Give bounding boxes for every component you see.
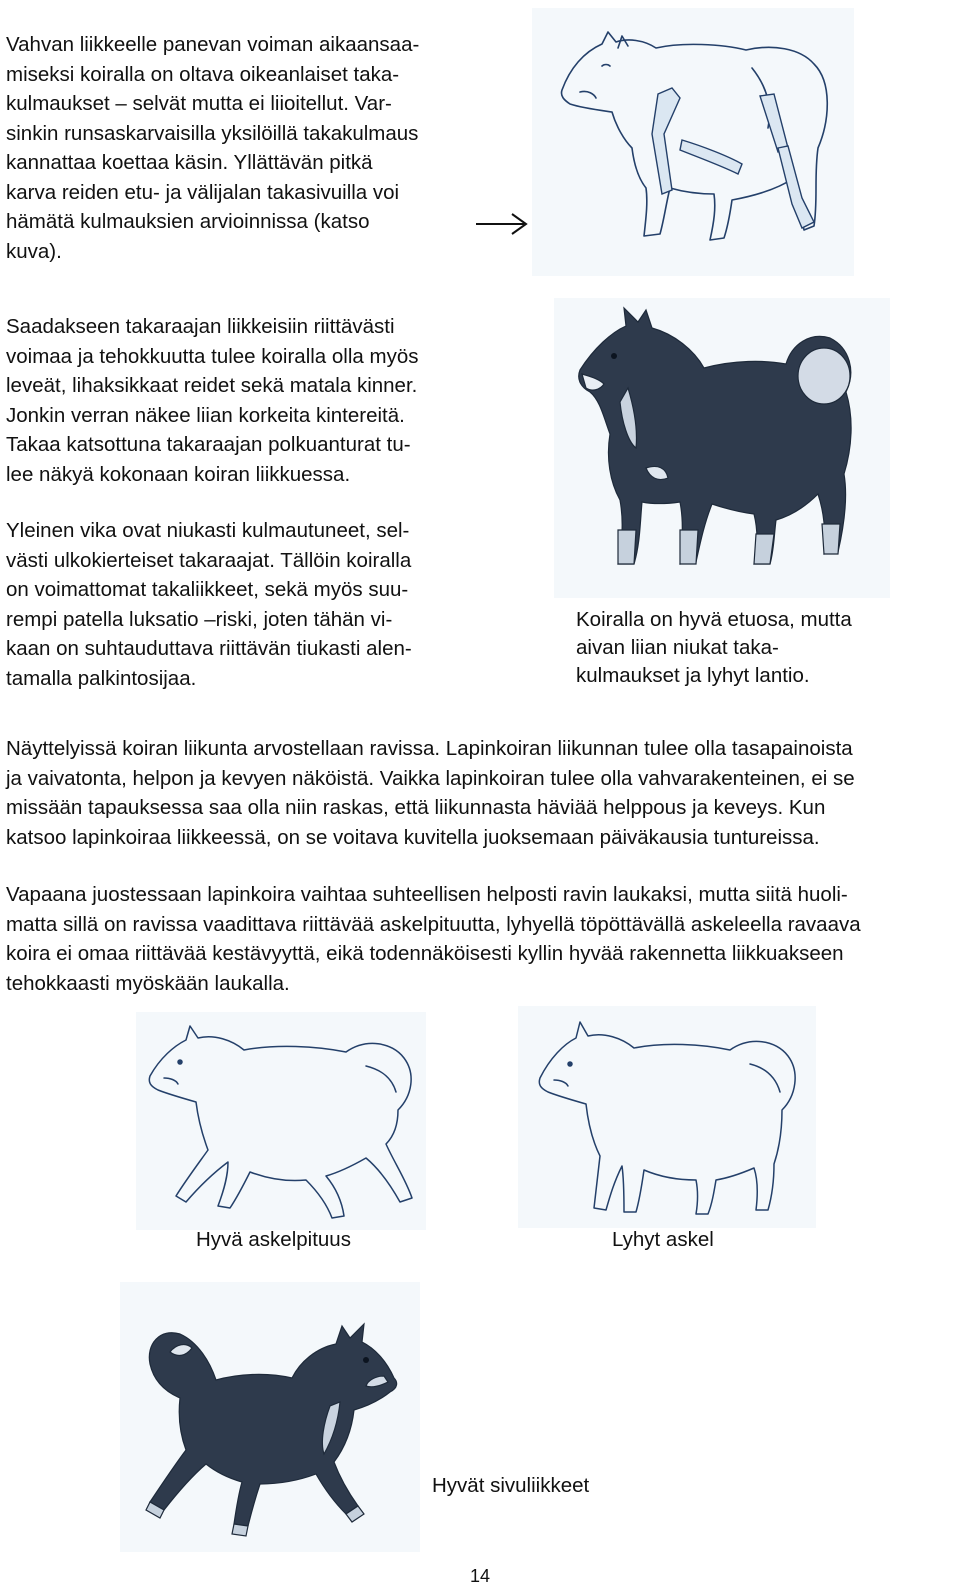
text-line: kulmaukset – selvät mutta ei liioitellut. Var- — [6, 92, 392, 115]
text-line: sinkin runsaskarvaisilla yksilöillä takakulmaus — [6, 121, 419, 145]
text-line: Takaa katsottuna takaraajan polkuanturat tu- — [6, 433, 411, 456]
caption-line: aivan liian niukat taka- — [576, 636, 779, 659]
caption-line: kulmaukset ja lyhyt lantio. — [576, 664, 810, 687]
text-line: kaan on suhtauduttava riittävän tiukasti alen- — [6, 637, 412, 660]
text-line: ja vaivatonta, helpon ja kevyen näköistä. Vaikka lapinkoiran tulee olla vahvarakenteinen, ei se — [6, 766, 855, 790]
text-line: Jonkin verran näkee liian korkeita kintereitä. — [6, 403, 405, 427]
text-line: voimaa ja tehokkuutta tulee koiralla olla myös — [6, 344, 419, 368]
paragraph-show-movement — [6, 734, 855, 852]
paragraph-free-running — [6, 880, 861, 998]
figure-good-stride-dog — [136, 1012, 426, 1230]
text-line: kuva). — [6, 239, 62, 263]
text-line: hämätä kulmauksien arvioinnissa (katso — [6, 210, 370, 233]
text-line: tehokkaasti myöskään laukalla. — [6, 971, 290, 995]
text-line: kannattaa koettaa käsin. Yllättävän pitkä — [6, 151, 373, 174]
caption-line: Koiralla on hyvä etuosa, mutta — [576, 608, 852, 631]
page-number: 14 — [469, 1566, 491, 1586]
figure-short-stride-dog — [518, 1006, 816, 1228]
caption-good-stride: Hyvä askelpituus — [196, 1228, 351, 1251]
paragraph-angulation — [6, 30, 419, 266]
text-line: missään tapauksessa saa olla niin raskas, että liikunnasta häviää helppous ja keveys. Kun — [6, 796, 826, 819]
text-line: koira ei omaa riittävää kestävyyttä, eikä todennäköisesti kyllin hyvää rakennetta liikkuakseen — [6, 942, 844, 965]
text-line: Yleinen vika ovat niukasti kulmautuneet, sel- — [6, 519, 410, 542]
text-line: rempi patella luksatio –riski, joten tähän vi- — [6, 607, 393, 631]
text-line: Saadakseen takaraajan liikkeisiin riittävästi — [6, 315, 395, 338]
arrow-right-icon — [474, 212, 530, 236]
caption-good-side-movement: Hyvät sivuliikkeet — [432, 1474, 590, 1497]
figure-skeleton-dog — [532, 8, 854, 276]
text-line: on voimattomat takaliikkeet, sekä myös suu- — [6, 578, 409, 601]
text-line: västi ulkokierteiset takaraajat. Tällöin koiralla — [6, 548, 412, 572]
paragraph-hindquarters — [6, 312, 419, 489]
text-line: tamalla palkintosijaa. — [6, 666, 197, 690]
text-line: Vahvan liikkeelle panevan voiman aikaansaa- — [6, 33, 420, 56]
text-line: matta sillä on ravissa vaadittava riittävää askelpituutta, lyhyellä töpöttävällä askeleella ravaava — [6, 912, 861, 936]
text-line: Näyttelyissä koiran liikunta arvostellaan ravissa. Lapinkoiran liikunnan tulee olla tasapainoista — [6, 737, 853, 760]
text-line: Vapaana juostessaan lapinkoira vaihtaa suhteellisen helposti ravin laukaksi, mutta siitä huoli- — [6, 883, 848, 906]
figure-dark-dog-trotting — [120, 1282, 420, 1552]
caption-short-stride: Lyhyt askel — [612, 1228, 714, 1251]
text-line: miseksi koiralla on oltava oikeanlaiset taka- — [6, 62, 400, 86]
caption-dark-dog — [576, 606, 852, 690]
text-line: karva reiden etu- ja välijalan takasivuilla voi — [6, 180, 400, 204]
text-line: katsoo lapinkoiraa liikkeessä, on se voitava kuvitella juoksemaan päiväkausia tuntureissa. — [6, 825, 820, 849]
figure-dark-dog-standing — [554, 298, 890, 598]
paragraph-common-fault — [6, 516, 412, 693]
text-line: leveät, lihaksikkaat reidet sekä matala kinner. — [6, 374, 418, 397]
text-line: lee näkyä kokonaan koiran liikkuessa. — [6, 462, 351, 486]
